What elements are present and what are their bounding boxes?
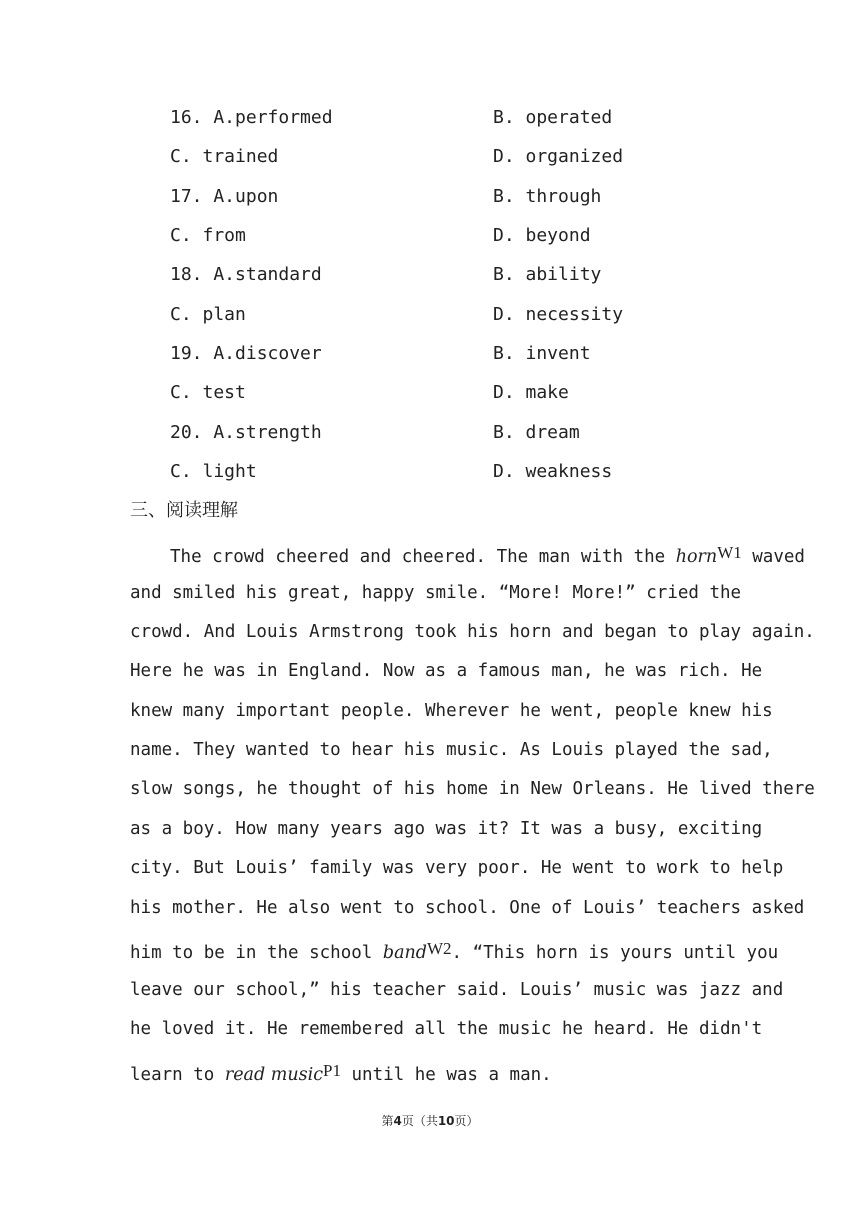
option-19-d: D. make <box>493 382 569 403</box>
passage-line-10: his mother. He also went to school. One of Louis’ teachers asked <box>130 898 805 918</box>
glossed-word-read-music: read music <box>224 1065 323 1085</box>
passage-line-14 <box>130 1060 730 1086</box>
passage-text: until he was a man. <box>340 1065 552 1085</box>
option-18-b: B. ability <box>493 264 602 285</box>
section-title: 三、阅读理解 <box>130 500 238 521</box>
passage-line-1 <box>170 542 805 568</box>
footer-text: 页（共 <box>401 1114 438 1128</box>
gloss-note-w2: W2 <box>426 939 452 958</box>
passage-line-11 <box>130 938 779 964</box>
glossed-word-band: band <box>382 943 427 963</box>
option-19-b: B. invent <box>493 343 591 364</box>
footer-text: 页） <box>454 1114 479 1128</box>
total-page-count: 10 <box>437 1114 455 1128</box>
current-page-number: 4 <box>393 1114 402 1128</box>
option-20-c: C. light <box>170 461 257 482</box>
option-19-a: 19. A.discover <box>170 343 322 364</box>
passage-line-12: leave our school,” his teacher said. Louis’ music was jazz and <box>130 980 784 1000</box>
option-17-d: D. beyond <box>493 225 591 246</box>
option-20-d: D. weakness <box>493 461 613 482</box>
option-16-d: D. organized <box>493 146 624 167</box>
passage-line-4: Here he was in England. Now as a famous man, he was rich. He <box>130 661 763 681</box>
passage-line-9: city. But Louis’ family was very poor. He went to work to help <box>130 858 784 878</box>
passage-line-2: and smiled his great, happy smile. “More! More!” cried the <box>130 583 742 603</box>
option-17-a: 17. A.upon <box>170 186 279 207</box>
option-20-a: 20. A.strength <box>170 422 322 443</box>
option-16-c: C. trained <box>170 146 279 167</box>
passage-text: waved <box>741 547 805 567</box>
option-19-c: C. test <box>170 382 246 403</box>
option-18-a: 18. A.standard <box>170 264 322 285</box>
passage-line-6: name. They wanted to hear his music. As Louis played the sad, <box>130 740 773 760</box>
glossed-word-horn: horn <box>675 547 718 567</box>
gloss-note-w1: W1 <box>717 543 742 562</box>
passage-line-7: slow songs, he thought of his home in New Orleans. He lived there <box>130 779 815 799</box>
passage-line-8: as a boy. How many years ago was it? It was a busy, exciting <box>130 819 763 839</box>
option-17-c: C. from <box>170 225 246 246</box>
passage-text: learn to <box>130 1065 225 1085</box>
footer-text: 第 <box>381 1114 394 1128</box>
option-17-b: B. through <box>493 186 602 207</box>
passage-text: . “This horn is yours until you <box>451 943 779 963</box>
option-16-a: 16. A.performed <box>170 107 333 128</box>
passage-text: The crowd cheered and cheered. The man with the <box>170 547 676 567</box>
option-20-b: B. dream <box>493 422 580 443</box>
passage-line-13: he loved it. He remembered all the music he heard. He didn't <box>130 1019 763 1039</box>
option-16-b: B. operated <box>493 107 613 128</box>
option-18-c: C. plan <box>170 304 246 325</box>
passage-text: him to be in the school <box>130 943 383 963</box>
passage-line-3: crowd. And Louis Armstrong took his horn and began to play again. <box>130 622 815 642</box>
option-18-d: D. necessity <box>493 304 624 325</box>
gloss-note-p1: P1 <box>323 1061 341 1080</box>
passage-line-5: knew many important people. Wherever he went, people knew his <box>130 701 773 721</box>
page-footer <box>0 1112 860 1129</box>
